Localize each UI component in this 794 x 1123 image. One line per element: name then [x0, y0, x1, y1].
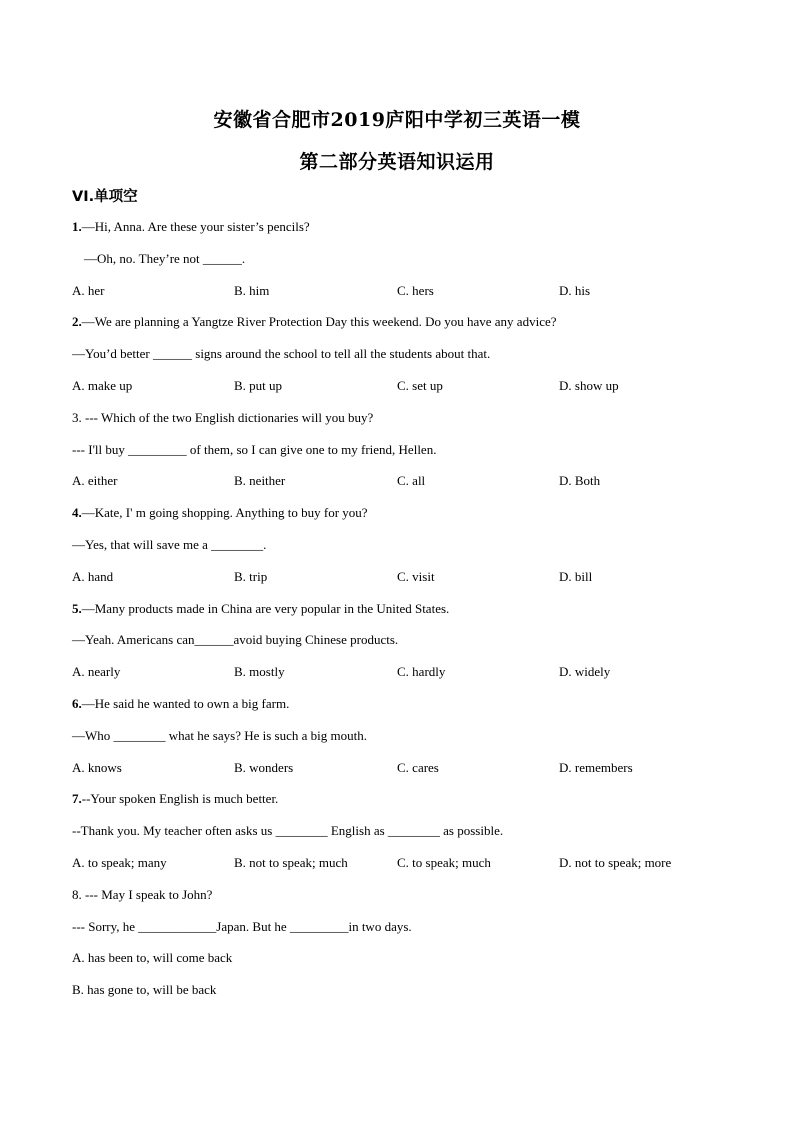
option-a: A. hand: [72, 569, 114, 584]
question-8-prompt: 8. --- May I speak to John?: [72, 887, 213, 902]
option-c: C. to speak; much: [397, 855, 491, 870]
question-7-reply: --Thank you. My teacher often asks us ________ English as ________ as possible.: [72, 823, 504, 838]
option-a: A. nearly: [72, 664, 121, 679]
question-number: 4.: [72, 505, 82, 520]
question-1-prompt: 1.—Hi, Anna. Are these your sister’s pencils?: [72, 219, 310, 234]
option-b: B. put up: [234, 378, 283, 393]
question-4-options: [72, 569, 732, 587]
option-d: D. widely: [559, 664, 611, 679]
option-a: A. to speak; many: [72, 855, 167, 870]
option-b: B. neither: [234, 473, 286, 488]
option-b: B. him: [234, 283, 270, 298]
question-8-reply: --- Sorry, he ____________Japan. But he _________in two days.: [72, 919, 412, 934]
question-7-options: [72, 855, 732, 873]
option-d: D. Both: [559, 473, 601, 488]
option-a: A. her: [72, 283, 105, 298]
page-subtitle: 第二部分英语知识运用: [299, 151, 495, 173]
question-3-reply: --- I'll buy _________ of them, so I can give one to my friend, Hellen.: [72, 442, 437, 457]
option-a: A. make up: [72, 378, 133, 393]
question-3-options: [72, 473, 732, 491]
option-d: D. his: [559, 283, 591, 298]
option-b: B. trip: [234, 569, 268, 584]
question-1-options: [72, 283, 732, 301]
question-number: 2.: [72, 314, 82, 329]
option-b: B. not to speak; much: [234, 855, 348, 870]
question-5-reply: —Yeah. Americans can______avoid buying Chinese products.: [72, 632, 399, 647]
option-d: D. bill: [559, 569, 593, 584]
option-c: C. hardly: [397, 664, 446, 679]
question-6-prompt: 6.—He said he wanted to own a big farm.: [72, 696, 290, 711]
option-a: A. either: [72, 473, 118, 488]
option-c: C. visit: [397, 569, 435, 584]
question-6-reply: —Who ________ what he says? He is such a big mouth.: [72, 728, 367, 743]
option-c: C. set up: [397, 378, 443, 393]
question-number: 6.: [72, 696, 82, 711]
question-2-prompt: 2.—We are planning a Yangtze River Protection Day this weekend. Do you have any advice?: [72, 314, 557, 329]
question-2-reply: —You’d better ______ signs around the school to tell all the students about that.: [72, 346, 491, 361]
question-8-option-b: B. has gone to, will be back: [72, 982, 217, 997]
question-number: 3.: [72, 410, 82, 425]
question-1-reply: —Oh, no. They’re not ______.: [84, 251, 246, 266]
question-4-prompt: 4.—Kate, I' m going shopping. Anything to buy for you?: [72, 505, 368, 520]
question-number: 8.: [72, 887, 82, 902]
section-heading: VI.单项空: [72, 189, 138, 205]
question-5-options: [72, 664, 732, 682]
option-d: D. remembers: [559, 760, 633, 775]
option-b: B. mostly: [234, 664, 285, 679]
option-b: B. wonders: [234, 760, 294, 775]
question-5-prompt: 5.—Many products made in China are very popular in the United States.: [72, 601, 450, 616]
question-2-options: [72, 378, 732, 396]
question-8-option-a: A. has been to, will come back: [72, 950, 233, 965]
question-number: 1.: [72, 219, 82, 234]
option-c: C. cares: [397, 760, 439, 775]
question-4-reply: —Yes, that will save me a ________.: [72, 537, 267, 552]
option-d: D. show up: [559, 378, 619, 393]
question-7-prompt: 7.--Your spoken English is much better.: [72, 791, 279, 806]
option-c: C. all: [397, 473, 426, 488]
question-number: 5.: [72, 601, 82, 616]
question-6-options: [72, 760, 732, 778]
option-c: C. hers: [397, 283, 434, 298]
question-3-prompt: 3. --- Which of the two English dictionaries will you buy?: [72, 410, 374, 425]
question-number: 7.: [72, 791, 82, 806]
option-d: D. not to speak; more: [559, 855, 672, 870]
option-a: A. knows: [72, 760, 122, 775]
page-title: 安徽省合肥市2019庐阳中学初三英语一模: [213, 109, 581, 131]
